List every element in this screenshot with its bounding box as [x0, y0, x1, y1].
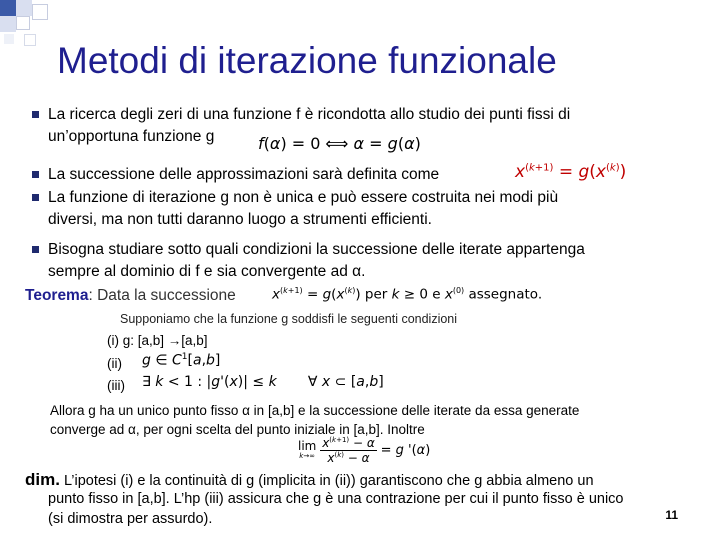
condition-iii-label: (iii) — [107, 378, 125, 393]
bullet-1-line-1: La ricerca degli zeri di una funzione f è ricondotta allo studio dei punti fissi di — [48, 106, 571, 123]
proof-line-1 — [25, 470, 594, 491]
proof-line-2: punto fisso in [a,b]. L’hp (iii) assicura che g è una contrazione per cui il punto fisso è unico — [48, 491, 624, 507]
iteration-formula-red: $x^{(k+1)} = g(x^{(k)})$ — [515, 162, 627, 182]
proof-label: dim. — [25, 470, 60, 489]
bullet-2-line-1: La successione delle approssimazioni sarà definita come — [48, 166, 440, 183]
teorema-label: Teorema — [25, 287, 89, 304]
page-number: 11 — [665, 508, 678, 522]
bullet-1-line-2: un’opportuna funzione g — [48, 128, 215, 145]
bullet-3-line-1: La funzione di iterazione g non è unica e può essere costruita nei modi più — [48, 189, 559, 206]
bullet-4-line-2: sempre al dominio di f e sia convergente ad α. — [48, 263, 366, 280]
fixed-point-formula: f(α) = 0 ⟺ α = g(α) — [258, 134, 421, 153]
page-title: Metodi di iterazione funzionale — [57, 40, 557, 81]
proof-line-3: (si dimostra per assurdo). — [48, 511, 213, 527]
limit-formula: lim k→∞ $\frac{x^{(k+1)} - \alpha}{x^{(k)} - \alpha}$ = g '(α) — [298, 436, 431, 465]
bullet-marker — [32, 246, 39, 253]
bullet-marker — [32, 194, 39, 201]
condition-iii-formula: ∃ k < 1 : |g'(x)| ≤ k ∀ x ⊂ [a,b] — [142, 374, 384, 390]
bullet-marker — [32, 171, 39, 178]
iteration-formula-full: $x^{(k+1)} = g(x^{(k)})$ per k ≥ 0 e $x^{(0)}$ assegnato. — [272, 286, 543, 303]
condition-ii-label: (ii) — [107, 356, 122, 371]
condition-ii-formula: g ∈ $C^1[a,b]$ — [142, 352, 221, 369]
teorema-text: : Data la successione — [88, 287, 236, 304]
bullet-marker — [32, 111, 39, 118]
conclusion-line-2: converge ad α, per ogni scelta del punto iniziale in [a,b]. Inoltre — [50, 422, 425, 437]
condition-i: (i) g: [a,b] →[a,b] — [107, 333, 208, 348]
conclusion-line-1: Allora g ha un unico punto fisso α in [a,b] e la successione delle iterate da essa generate — [50, 403, 580, 418]
suppose-text: Supponiamo che la funzione g soddisfi le seguenti condizioni — [120, 312, 458, 326]
proof-text-1: L’ipotesi (i) e la continuità di g (implicita in (ii)) garantiscono che g abbia almeno un — [59, 473, 594, 489]
teorema-line — [25, 286, 236, 305]
bullet-4-line-1: Bisogna studiare sotto quali condizioni la successione delle iterate appartenga — [48, 241, 585, 258]
bullet-3-line-2: diversi, ma non tutti daranno luogo a strumenti efficienti. — [48, 211, 432, 228]
